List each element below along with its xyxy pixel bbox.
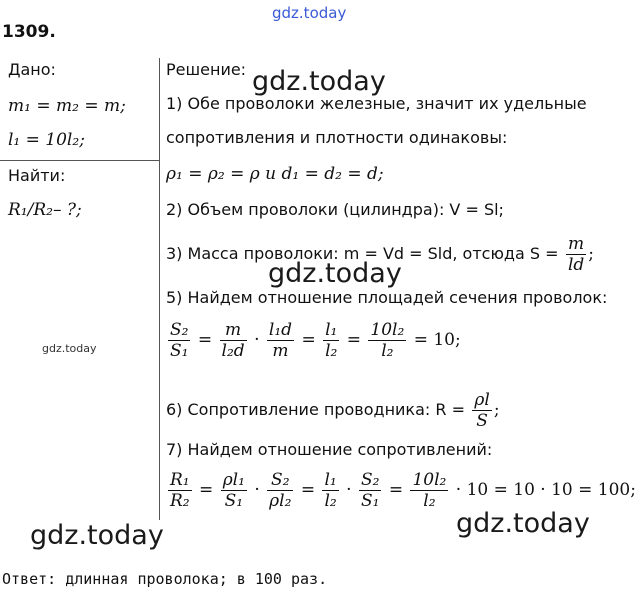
- step-5: 5) Найдем отношение площадей сечения проволок:: [166, 288, 608, 307]
- s5-d-den: l₂: [325, 341, 338, 361]
- step-3-text: 3) Масса проволоки: m = Vd = Sld, отсюда S =: [166, 244, 559, 263]
- step-6-num: ρl: [474, 390, 490, 410]
- s5-e-den: l₂: [368, 340, 406, 361]
- s7-c-den: ρl₂: [269, 491, 292, 511]
- s7-tail: · 10 = 10 · 10 = 100;: [455, 480, 636, 500]
- step-3-fraction: [566, 234, 586, 275]
- answer: Ответ: длинная проволока; в 100 раз.: [2, 570, 328, 588]
- step-2: 2) Объем проволоки (цилиндра): V = Sl;: [166, 200, 504, 219]
- step-1-formula: ρ₁ = ρ₂ = ρ и d₁ = d₂ = d;: [166, 164, 384, 184]
- s5-e-num: 10l₂: [370, 320, 405, 340]
- s7-a-num: R₁: [170, 470, 190, 490]
- step-6-text: 6) Сопротивление проводника: R =: [166, 400, 465, 419]
- step-1-line-1: 1) Обе проволоки железные, значит их удельные: [166, 94, 587, 113]
- step-3-den: ld: [567, 255, 585, 275]
- watermark-1: gdz.today: [252, 66, 386, 97]
- s7-e-num: S₂: [360, 470, 380, 490]
- given-label: Дано:: [8, 60, 56, 79]
- s7-d-num: l₁: [324, 470, 337, 490]
- given-line-2: l₁ = 10l₂;: [8, 130, 85, 150]
- s7-b-num: ρl₁: [222, 470, 245, 490]
- solution-label: Решение:: [166, 60, 247, 79]
- watermark-top: gdz.today: [272, 4, 347, 22]
- s5-c-num: l₁d: [268, 320, 293, 340]
- s7-a-den: R₂: [170, 491, 190, 511]
- s7-c-num: S₂: [271, 470, 290, 490]
- step-3-end: ;: [588, 244, 594, 264]
- step-6: [166, 390, 500, 431]
- s7-f-den: l₂: [410, 490, 448, 511]
- step-3-num: m: [568, 234, 585, 254]
- s5-b-den: l₂d: [221, 341, 245, 361]
- s5-tail: = 10;: [413, 330, 461, 350]
- s7-d-den: l₂: [324, 491, 337, 511]
- s5-c-den: m: [267, 340, 294, 361]
- s5-d-num: l₁: [325, 320, 338, 340]
- watermark-3: gdz.today: [30, 520, 164, 551]
- s7-e-den: S₁: [360, 491, 380, 511]
- step-1-line-2: сопротивления и плотности одинаковы:: [166, 128, 508, 147]
- s7-f-num: 10l₂: [412, 470, 447, 490]
- s5-a-den: S₁: [170, 341, 189, 361]
- watermark-small: gdz.today: [42, 342, 97, 355]
- horizontal-divider: [0, 160, 160, 161]
- vertical-divider: [159, 58, 160, 520]
- step-7: 7) Найдем отношение сопротивлений:: [166, 440, 493, 459]
- step-6-end: ;: [493, 400, 500, 420]
- given-line-1: m₁ = m₂ = m;: [8, 96, 126, 116]
- problem-number: 1309.: [2, 22, 56, 42]
- find-line-1: R₁/R₂– ?;: [8, 200, 82, 220]
- step-6-fraction: [472, 390, 491, 431]
- s5-b-num: m: [225, 320, 242, 340]
- find-label: Найти:: [8, 166, 66, 185]
- step-5-formula: $\frac{\text{S₂}}{\text{S₁}}$ = $\frac{m}{\text{l₂d}}$ · $\frac{\text{l₁d}}{m}$ = $\frac{\text{l₁}}{\text{l₂}}$ = $\frac{\text{10l₂}}{\text{l₂}}$ = 10;: [170, 320, 461, 361]
- s7-b-den: S₁: [221, 490, 247, 511]
- step-7-formula: $\frac{\text{R₁}}{\text{R₂}}$ = $\frac{\text{ρl₁}}{\text{S₁}}$ · $\frac{\text{S₂}}{\text{ρl₂}}$ = $\frac{\text{l₁}}{\text{l₂}}$ · $\frac{\text{S₂}}{\text{S₁}}$ = $\frac{\text{10l₂}}{\text{l₂}}$ · 10 = 10 · 10 = 100;: [170, 470, 636, 511]
- watermark-4: gdz.today: [456, 508, 590, 539]
- watermark-2: gdz.today: [268, 258, 402, 289]
- step-6-den: S: [472, 410, 491, 431]
- s5-a-num: S₂: [170, 320, 189, 340]
